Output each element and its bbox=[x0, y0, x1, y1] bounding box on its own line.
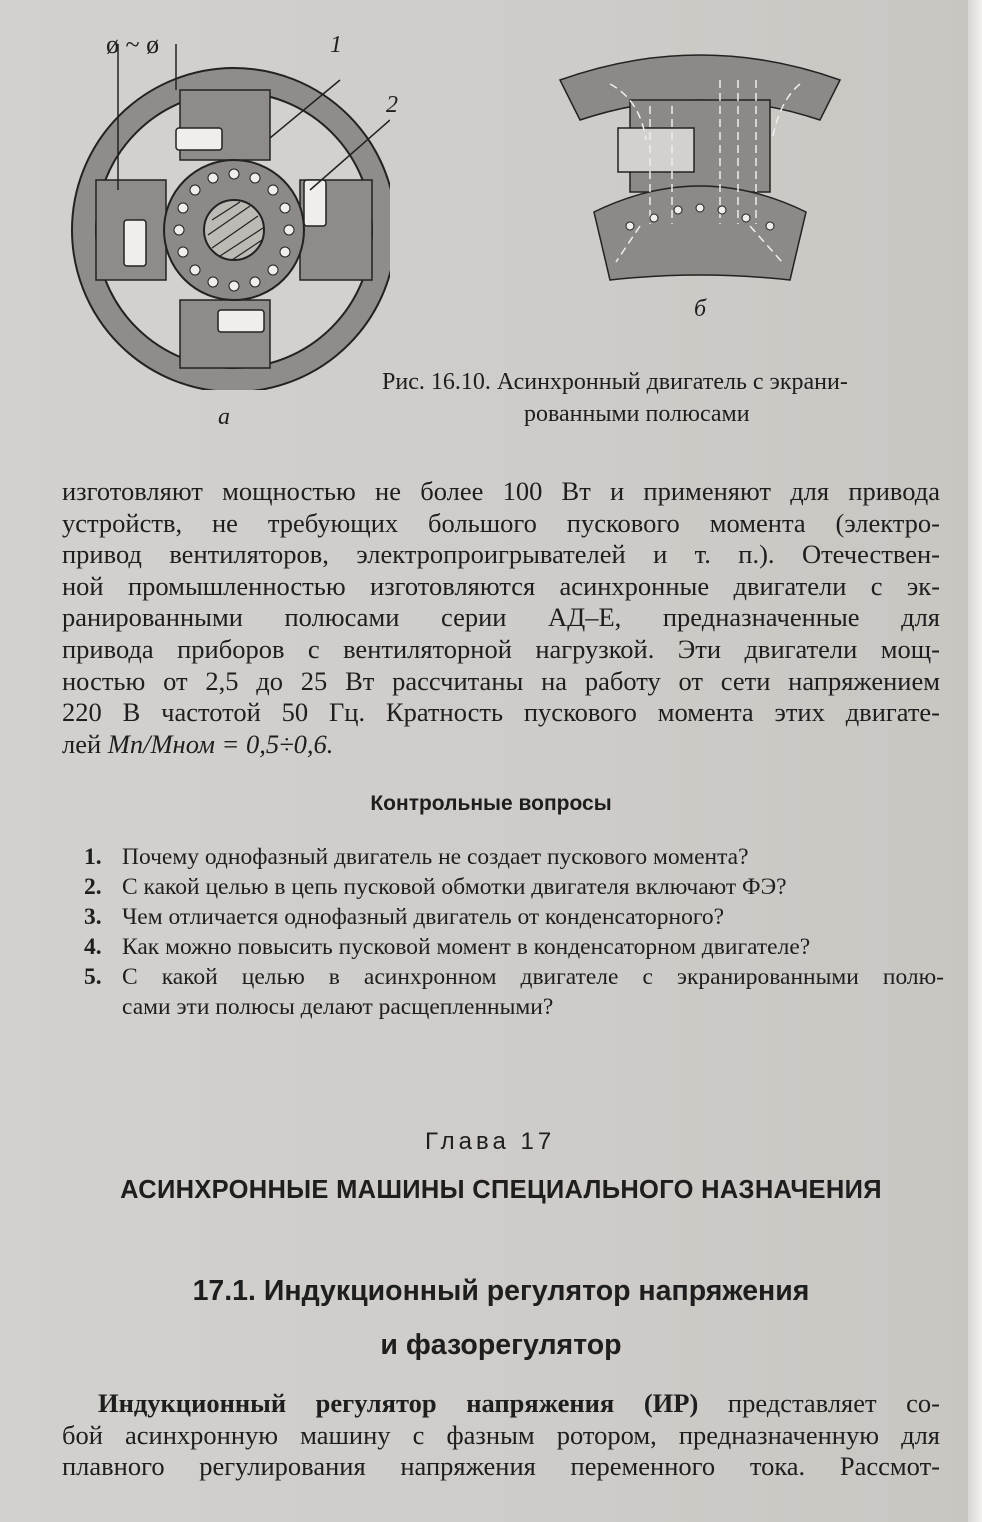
caption-line-1: Рис. 16.10. Асинхронный двигатель с экрани- bbox=[382, 369, 848, 395]
questions-list bbox=[84, 842, 944, 1022]
text-line: ной промышленностью изготовляются асинхронные двигатели с эк- bbox=[62, 570, 940, 601]
figure-sub-label-a: а bbox=[218, 404, 230, 430]
caption-line-2: рованными полюсами bbox=[524, 401, 750, 427]
text-line: 220 В частотой 50 Гц. Кратность пускового момента этих двигате- bbox=[62, 697, 940, 728]
torque-ratio-formula: Mп/Mном = 0,5÷0,6. bbox=[107, 728, 334, 759]
callout-2: 2 bbox=[386, 92, 398, 118]
figure-terminal-symbol: ø ~ ø bbox=[106, 30, 160, 59]
chapter-title: АСИНХРОННЫЕ МАШИНЫ СПЕЦИАЛЬНОГО НАЗНАЧЕНИЯ bbox=[120, 1176, 882, 1204]
figure-flux-lines bbox=[550, 40, 850, 290]
text-prefix: лей bbox=[62, 728, 108, 759]
section-title-line-1: 17.1. Индукционный регулятор напряжения bbox=[192, 1275, 810, 1307]
section-title-line-2: и фазорегулятор bbox=[380, 1329, 622, 1361]
question-number: 2. bbox=[84, 874, 102, 900]
question-number: 3. bbox=[84, 904, 102, 930]
question-text: Чем отличается однофазный двигатель от конденсаторного? bbox=[122, 904, 725, 930]
text-line: привод вентиляторов, электропроигрывателей и т. п.). Отечествен- bbox=[62, 539, 940, 570]
text-line: привода приборов с вентиляторной нагрузкой. Эти двигатели мощ- bbox=[62, 633, 940, 664]
paragraph-motor-description bbox=[62, 476, 940, 760]
question-item bbox=[84, 872, 944, 902]
page-edge bbox=[968, 0, 982, 1522]
question-item bbox=[84, 842, 944, 872]
question-number: 5. bbox=[84, 964, 102, 990]
question-item bbox=[84, 932, 944, 962]
text-line-last bbox=[62, 729, 940, 761]
text-line: изготовляют мощностью не более 100 Вт и применяют для привода bbox=[62, 476, 940, 506]
text-line: плавного регулирования напряжения переменного тока. Рассмот- bbox=[62, 1451, 940, 1482]
chapter-label: Глава 17 bbox=[425, 1128, 556, 1155]
figure-sub-label-b: б bbox=[694, 296, 707, 322]
question-item bbox=[84, 902, 944, 932]
question-text: сами эти полюсы делают расщепленными? bbox=[122, 994, 554, 1020]
questions-heading: Контрольные вопросы bbox=[370, 792, 612, 815]
question-number: 4. bbox=[84, 934, 102, 960]
question-text: С какой целью в цепь пусковой обмотки двигателя включают ФЭ? bbox=[122, 874, 787, 900]
question-text: Как можно повысить пусковой момент в конденсаторном двигателе? bbox=[122, 934, 811, 960]
text-line: ностью от 2,5 до 25 Вт рассчитаны на работу от сети напряжением bbox=[62, 665, 940, 696]
text-line bbox=[62, 1388, 940, 1420]
question-item bbox=[84, 962, 944, 1022]
question-number: 1. bbox=[84, 844, 102, 870]
text-line: устройств, не требующих большого пускового момента (электро- bbox=[62, 507, 940, 538]
text-line: бой асинхронную машину с фазным ротором, предназначенную для bbox=[62, 1419, 940, 1450]
text-line: ранированными полюсами серии АД–Е, предназначенные для bbox=[62, 602, 940, 633]
section-title bbox=[62, 1264, 940, 1372]
figure-caption bbox=[382, 366, 942, 430]
text-rest: представляет со- bbox=[698, 1388, 940, 1418]
question-text: С какой целью в асинхронном двигателе с экранированными полю- bbox=[122, 964, 944, 990]
term-bold: Индукционный регулятор напряжения (ИР) bbox=[98, 1388, 699, 1418]
paragraph-induction-regulator bbox=[62, 1388, 940, 1483]
callout-1: 1 bbox=[330, 32, 342, 58]
figure-motor-cross-section bbox=[60, 30, 390, 390]
question-text: Почему однофазный двигатель не создает пускового момента? bbox=[122, 844, 749, 870]
